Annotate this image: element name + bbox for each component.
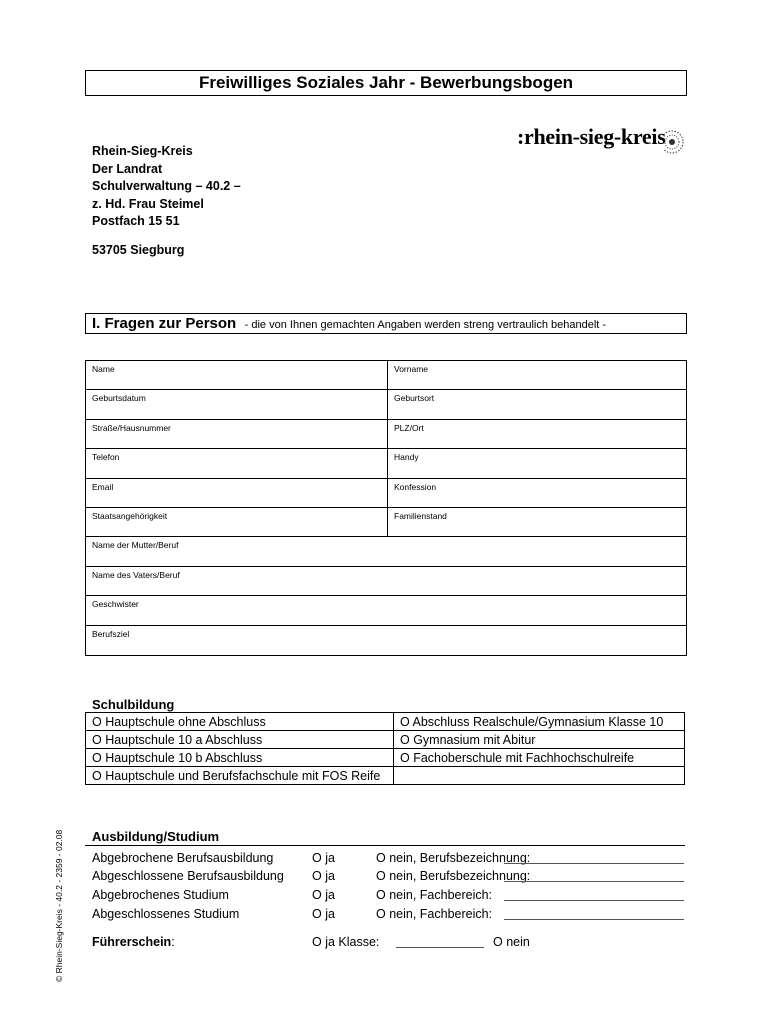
- fuehrerschein-ja-option[interactable]: O ja Klasse:: [312, 935, 380, 949]
- address-line: z. Hd. Frau Steimel: [92, 196, 204, 211]
- rhein-sieg-kreis-logo: :rhein-sieg-kreis: [517, 124, 666, 149]
- abitur-option[interactable]: O Gymnasium mit Abitur: [394, 731, 685, 749]
- nein-option[interactable]: O nein, Fachbereich:: [376, 907, 493, 921]
- geschwister-field[interactable]: [86, 596, 686, 624]
- field-label: Familienstand: [394, 510, 447, 521]
- field-label: Staatsangehörigkeit: [92, 510, 168, 521]
- fachbereich-input[interactable]: [504, 900, 684, 901]
- geburtsdatum-field[interactable]: [86, 390, 388, 418]
- field-label: Geburtsdatum: [92, 393, 146, 404]
- fos-reife-option[interactable]: O Hauptschule und Berufsfachschule mit FOS Reife: [86, 767, 394, 785]
- hauptschule-10a-option[interactable]: O Hauptschule 10 a Abschluss: [86, 731, 394, 749]
- row-label: Abgebrochenes Studium: [92, 888, 229, 902]
- copyright-side-text: © Rhein-Sieg-Kreis - 40.2 - 2359 - 02.08: [54, 829, 64, 982]
- email-field[interactable]: [86, 479, 388, 507]
- handy-field[interactable]: [388, 449, 686, 477]
- ja-option[interactable]: O ja: [312, 851, 335, 865]
- schulbildung-table: [85, 712, 685, 785]
- telefon-field[interactable]: [86, 449, 388, 477]
- nein-option[interactable]: O nein, Berufsbezeichnung:: [376, 869, 531, 883]
- hauptschule-10b-option[interactable]: O Hauptschule 10 b Abschluss: [86, 749, 394, 767]
- ja-option[interactable]: O ja: [312, 888, 335, 902]
- row-label: Abgeschlossene Berufsausbildung: [92, 869, 284, 883]
- empty-cell: [394, 767, 685, 785]
- berufsziel-field[interactable]: [86, 626, 686, 655]
- plz-ort-field[interactable]: [388, 420, 686, 448]
- section-subtitle: - die von Ihnen gemachten Angaben werden streng vertraulich behandelt -: [244, 319, 607, 331]
- nein-option[interactable]: O nein, Fachbereich:: [376, 888, 493, 902]
- address-line: Postfach 15 51: [92, 214, 180, 228]
- field-label: Straße/Hausnummer: [92, 422, 171, 433]
- field-label: Telefon: [92, 452, 120, 463]
- field-label: Name: [92, 364, 115, 374]
- personal-data-form: [85, 360, 687, 656]
- fuehrerschein-colon: :: [171, 935, 175, 949]
- geburtsort-field[interactable]: [388, 390, 686, 418]
- field-label: Handy: [394, 452, 419, 463]
- address-line: Schulverwaltung – 40.2 –: [92, 179, 241, 193]
- field-label: Geburtsort: [394, 393, 435, 404]
- address-line: Rhein-Sieg-Kreis: [92, 144, 193, 158]
- ja-option[interactable]: O ja: [312, 869, 335, 883]
- address-line: Der Landrat: [92, 161, 163, 176]
- ausbildung-row: [92, 907, 692, 925]
- ja-option[interactable]: O ja: [312, 907, 335, 921]
- logo-emblem-icon: [664, 128, 686, 156]
- field-label: Konfession: [394, 481, 437, 492]
- berufsbezeichnung-input[interactable]: [504, 881, 684, 882]
- ausbildung-row: [92, 869, 692, 887]
- field-label: Geschwister: [92, 599, 139, 610]
- nein-option[interactable]: O nein, Berufsbezeichnung:: [376, 851, 531, 865]
- row-label: Abgebrochene Berufsausbildung: [92, 851, 274, 865]
- form-title: Freiwilliges Soziales Jahr - Bewerbungsbogen: [85, 70, 687, 96]
- berufsbezeichnung-input[interactable]: [504, 863, 684, 864]
- mutter-field[interactable]: [86, 537, 686, 565]
- field-label: Name der Mutter/Beruf: [92, 540, 179, 551]
- section-title: I. Fragen zur Person: [92, 315, 237, 332]
- fachbereich-input[interactable]: [504, 919, 684, 920]
- field-label: Email: [92, 481, 114, 492]
- realschule-option[interactable]: O Abschluss Realschule/Gymnasium Klasse 10: [394, 713, 685, 731]
- strasse-field[interactable]: [86, 420, 388, 448]
- familienstand-field[interactable]: [388, 508, 686, 536]
- section-header: [85, 313, 687, 334]
- fachoberschule-option[interactable]: O Fachoberschule mit Fachhochschulreife: [394, 749, 685, 767]
- ausbildung-row: [92, 851, 692, 869]
- vorname-field[interactable]: [388, 361, 686, 389]
- klasse-input[interactable]: [396, 947, 484, 948]
- recipient-address: [92, 143, 241, 259]
- vater-field[interactable]: [86, 567, 686, 595]
- staatsangehoerigkeit-field[interactable]: [86, 508, 388, 536]
- field-label: Vorname: [394, 364, 429, 374]
- address-city: 53705 Siegburg: [92, 242, 185, 257]
- schulbildung-heading: Schulbildung: [92, 697, 175, 712]
- field-label: PLZ/Ort: [394, 422, 424, 433]
- fuehrerschein-nein-option[interactable]: O nein: [493, 935, 530, 949]
- konfession-field[interactable]: [388, 479, 686, 507]
- name-field[interactable]: [86, 361, 388, 389]
- ausbildung-heading: Ausbildung/Studium: [92, 829, 220, 844]
- field-label: Berufsziel: [92, 628, 130, 639]
- divider: [85, 845, 685, 846]
- row-label: Abgeschlossenes Studium: [92, 907, 240, 921]
- hauptschule-ohne-abschluss-option[interactable]: O Hauptschule ohne Abschluss: [86, 713, 394, 731]
- fuehrerschein-label: [92, 935, 175, 949]
- field-label: Name des Vaters/Beruf: [92, 569, 180, 580]
- ausbildung-row: [92, 888, 692, 906]
- fuehrerschein-title: Führerschein: [92, 935, 172, 949]
